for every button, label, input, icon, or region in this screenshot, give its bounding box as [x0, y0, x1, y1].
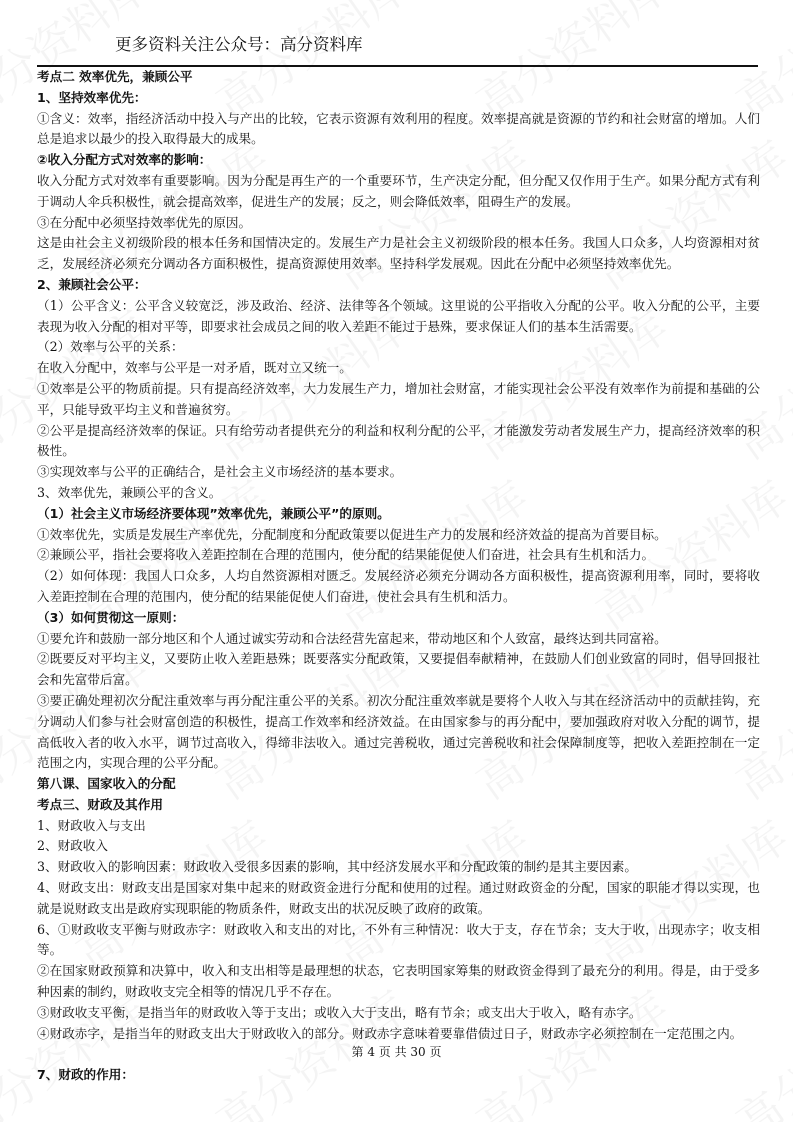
section-heading: 2、兼顾社会公平：: [37, 276, 147, 292]
paragraph: ①效率是公平的物质前提。只有提高经济效率，大力发展生产力，增加社会财富，才能实现社会公平没有效率作为前提和基础的公平，只能导致平均主义和普遍贫穷。: [37, 380, 760, 417]
section-heading: 7、财政的作用：: [37, 1067, 134, 1083]
section-heading: 1、坚持效率优先：: [37, 89, 147, 105]
paragraph: ①效率优先，实质是发展生产率优先，分配制度和分配政策要以促进生产力的发展和经济效益的提高为首要目标。: [37, 526, 667, 542]
section-heading: （1）社会主义市场经济要体现”效率优先，兼顾公平”的原则。: [37, 505, 390, 521]
paragraph: 收入分配方式对效率有重要影响。因为分配是再生产的一个重要环节，生产决定分配，但分配又仅作用于生产。如果分配方式有利于调动人伞兵积极性，就会提高效率，促进生产的发展；反之，则会降低效率，阻碍生产的发展。: [37, 172, 760, 209]
paragraph: ②兼顾公平，指社会要将收入差距控制在合理的范围内，使分配的结果能促使人们奋进，社会具有生机和活力。: [37, 547, 655, 563]
paragraph: 4、财政支出：财政支出是国家对集中起来的财政资金进行分配和使用的过程。通过财政资金的分配，国家的职能才得以实现，也就是说财政支出是政府实现职能的物质条件，财政支出的状况反映了政府的政策。: [37, 880, 760, 916]
section-heading: 考点二 效率优先，兼顾公平: [37, 69, 193, 84]
paragraph: ①含义：效率，指经济活动中投入与产出的比较，它表示资源有效利用的程度。效率提高就是资源的节约和社会财富的增加。人们总是追求以最少的投入取得最大的成果。: [37, 110, 760, 147]
paragraph: 1、财政收入与支出: [37, 817, 146, 833]
paragraph: 3、财政收入的影响因素：财政收入受很多因素的影响，其中经济发展水平和分配政策的制约是其主要因素。: [37, 859, 637, 875]
section-heading: ②收入分配方式对效率的影响：: [37, 152, 212, 168]
paragraph: ②既要反对平均主义，又要防止收入差距悬殊；既要落实分配政策，又要提倡奉献精神，在鼓励人们创业致富的同时，倡导回报社会和先富带后富。: [37, 651, 760, 688]
paragraph: （2）如何体现：我国人口众多，人均自然资源相对匮乏。发展经济必须充分调动各方面积极性，提高资源利用率，同时，要将收入差距控制在合理的范围内，使分配的结果能促使人们奋进，使社会具有生机和活力。: [37, 568, 760, 604]
paragraph: 这是由社会主义初级阶段的根本任务和国情决定的。发展生产力是社会主义初级阶段的根本任务。我国人口众多，人均资源相对贫乏，发展经济必须充分调动各方面积极性，提高资源使用效率。坚持科学发展观。因此在分配中必须坚持效率优先。: [37, 235, 760, 272]
paragraph: 2、财政收入: [37, 838, 108, 854]
paragraph: ①要允许和鼓励一部分地区和个人通过诚实劳动和合法经营先富起来，带动地区和个人致富，最终达到共同富裕。: [37, 630, 667, 646]
paragraph: 3、效率优先，兼顾公平的含义。: [37, 484, 222, 500]
paragraph: ②公平是提高经济效率的保证。只有给劳动者提供充分的利益和权利分配的公平，才能激发劳动者发展生产力，提高经济效率的积极性。: [37, 422, 760, 459]
section-heading: （3）如何贯彻这一原则：: [37, 609, 185, 625]
section-heading: 考点三、财政及其作用: [37, 796, 163, 812]
paragraph: ③财政收支平衡，是指当年的财政收入等于支出；或收入大于支出，略有节余；或支出大于收入，略有赤字。: [37, 1004, 642, 1020]
page-header: 更多资料关注公众号：高分资料库: [115, 35, 363, 54]
section-heading: 第八课、国家收入的分配: [37, 776, 176, 792]
paragraph: ③实现效率与公平的正确结合，是社会主义市场经济的基本要求。: [37, 464, 403, 480]
paragraph: ③在分配中必须坚持效率优先的原因。: [37, 214, 252, 230]
paragraph: ③要正确处理初次分配注重效率与再分配注重公平的关系。初次分配注重效率就是要将个人收入与其在经济活动中的贡献挂钩，充分调动人们参与社会财富创造的积极性，提高工作效率和经济效益。在由国家参与的再分配中，要加强政府对收入分配的调节，提高低收入者的收入水平，调节过高收入，得缔非法收入。通过完善税收，通过完善税收和社会保障制度等，把收入差距控制在一定范围之内，实现合理的公平分配。: [37, 692, 760, 771]
document-body: [37, 67, 760, 1086]
page-footer: 第 4 页 共 30 页: [351, 1045, 442, 1059]
paragraph: （1）公平含义：公平含义较宽泛，涉及政治、经济、法律等各个领域。这里说的公平指收入分配的公平。收入分配的公平，主要表现为收入分配的相对平等，即要求社会成员之间的收入差距不能过于悬殊，要求保证人们的基本生活需要。: [37, 297, 760, 334]
paragraph: 6、①财政收支平衡与财政赤字：财政收入和支出的对比，不外有三种情况：收大于支，存在节余；支大于收，出现赤字；收支相等。: [37, 921, 760, 958]
paragraph: 在收入分配中，效率与公平是一对矛盾，既对立又统一。: [37, 360, 352, 376]
paragraph: （2）效率与公平的关系：: [37, 339, 184, 355]
paragraph: ②在国家财政预算和决算中，收入和支出相等是最理想的状态，它表明国家筹集的财政资金得到了最充分的利用。得是，由于受多种因素的制约，财政收支完全相等的情况几乎不存在。: [37, 963, 760, 1000]
paragraph: ④财政赤字，是指当年的财政支出大于财政收入的部分。财政赤字意味着要靠借债过日子，财政赤字必须控制在一定范围之内。: [37, 1025, 743, 1041]
